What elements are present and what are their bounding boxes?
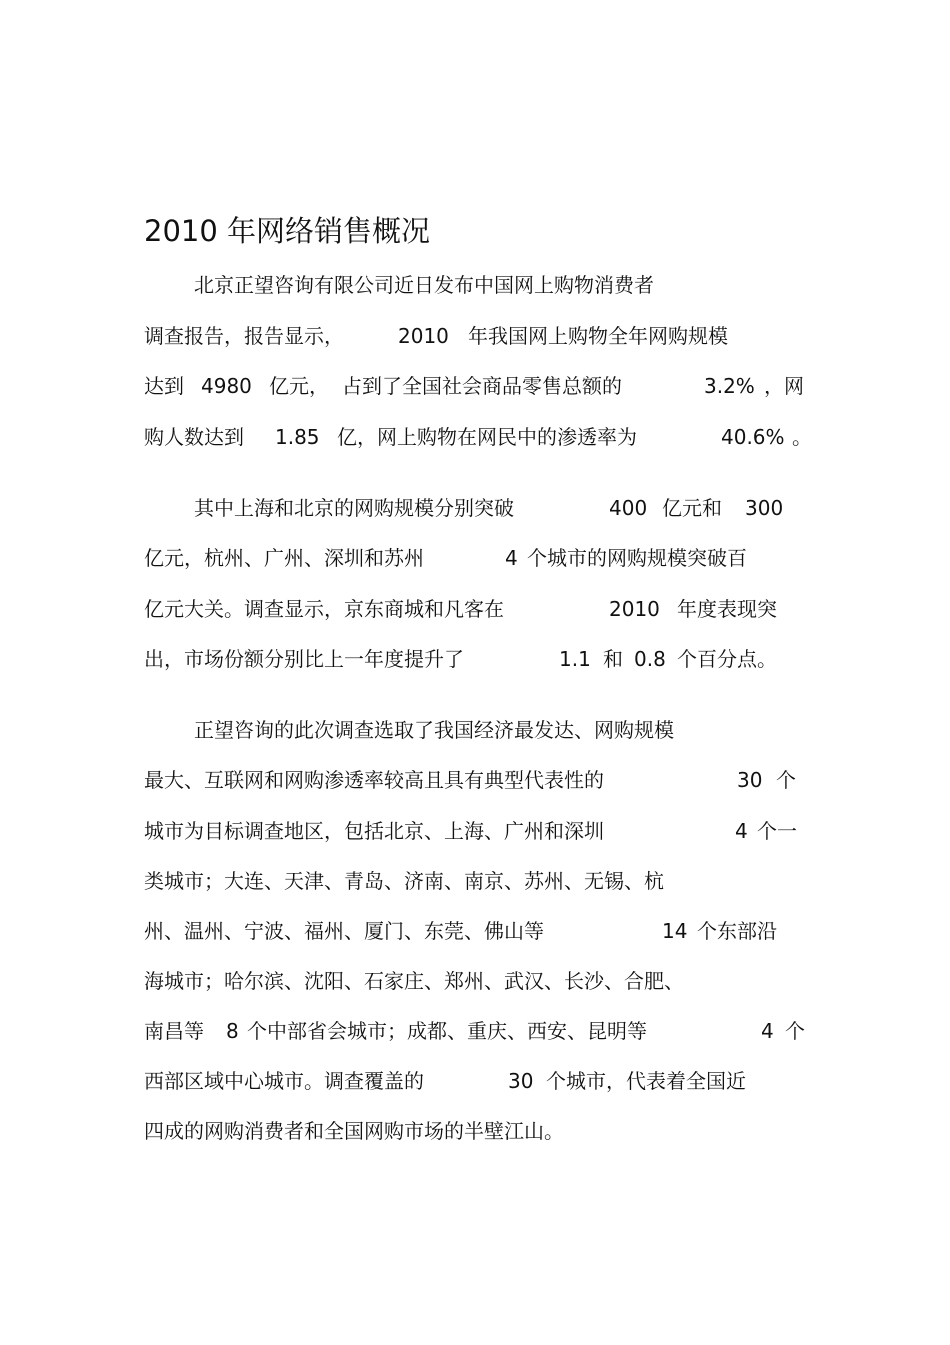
text-segment: 个中部省会城市；成都、重庆、西安、昆明等 <box>247 1019 647 1043</box>
text-segment: 亿，网上购物在网民中的渗透率为 <box>337 425 637 449</box>
text-segment: 正望咨询的此次调查选取了我国经济最发达、网购规模 <box>194 718 674 742</box>
text-segment: 个城市的网购规模突破百 <box>527 546 747 570</box>
text-segment: 0.8 <box>634 647 666 671</box>
text-segment: 30 <box>737 768 763 792</box>
text-segment: 300 <box>745 496 784 520</box>
text-segment: 。 <box>792 425 812 449</box>
text-segment: 4980 <box>201 374 252 398</box>
text-segment: 州、温州、宁波、福州、厦门、东莞、佛山等 <box>144 919 544 943</box>
text-segment: 8 <box>226 1019 239 1043</box>
text-segment: 亿元和 <box>662 496 722 520</box>
text-segment: 个 <box>785 1019 805 1043</box>
text-segment: 40.6% <box>721 425 785 449</box>
text-segment: 个一 <box>757 819 797 843</box>
text-segment: 海城市；哈尔滨、沈阳、石家庄、郑州、武汉、长沙、合肥、 <box>144 969 684 993</box>
text-segment: 4 <box>761 1019 774 1043</box>
text-segment: 1.85 <box>275 425 320 449</box>
text-segment: 4 <box>505 546 518 570</box>
text-segment: ，网 <box>764 374 804 398</box>
text-segment: 四成的网购消费者和全国网购市场的半壁江山。 <box>144 1119 564 1143</box>
text-segment: 亿元大关。调查显示，京东商城和凡客在 <box>144 597 504 621</box>
text-segment: 年度表现突 <box>677 597 777 621</box>
text-segment: 北京正望咨询有限公司近日发布中国网上购物消费者 <box>194 273 654 297</box>
text-segment: 个城市，代表着全国近 <box>546 1069 746 1093</box>
text-segment: 出，市场份额分别比上一年度提升了 <box>144 647 464 671</box>
text-segment: 西部区域中心城市。调查覆盖的 <box>144 1069 424 1093</box>
text-segment: 达到 <box>144 374 184 398</box>
text-segment: 其中上海和北京的网购规模分别突破 <box>194 496 514 520</box>
text-segment: 2010 <box>609 597 660 621</box>
text-segment: 最大、互联网和网购渗透率较高且具有典型代表性的 <box>144 768 604 792</box>
text-segment: 个百分点。 <box>677 647 777 671</box>
text-segment: 3.2% <box>704 374 755 398</box>
text-segment: 亿元，杭州、广州、深圳和苏州 <box>144 546 424 570</box>
text-segment: 南昌等 <box>144 1019 204 1043</box>
text-segment: 400 <box>609 496 648 520</box>
text-segment: 城市为目标调查地区，包括北京、上海、广州和深圳 <box>144 819 604 843</box>
text-segment: 14 <box>662 919 688 943</box>
text-segment: 亿元， <box>269 374 329 398</box>
text-segment: 4 <box>735 819 748 843</box>
text-segment: 类城市；大连、天津、青岛、济南、南京、苏州、无锡、杭 <box>144 869 664 893</box>
text-segment: 和 <box>603 647 623 671</box>
text-segment: 年我国网上购物全年网购规模 <box>468 324 728 348</box>
text-segment: 占到了全国社会商品零售总额的 <box>342 374 622 398</box>
text-segment: 30 <box>508 1069 534 1093</box>
text-segment: 调查报告，报告显示， <box>144 324 344 348</box>
text-segment: 购人数达到 <box>144 425 244 449</box>
document-title: 2010 年网络销售概况 <box>144 214 431 249</box>
text-segment: 2010 <box>398 324 449 348</box>
text-segment: 1.1 <box>559 647 591 671</box>
text-segment: 个 <box>776 768 796 792</box>
text-segment: 个东部沿 <box>697 919 777 943</box>
